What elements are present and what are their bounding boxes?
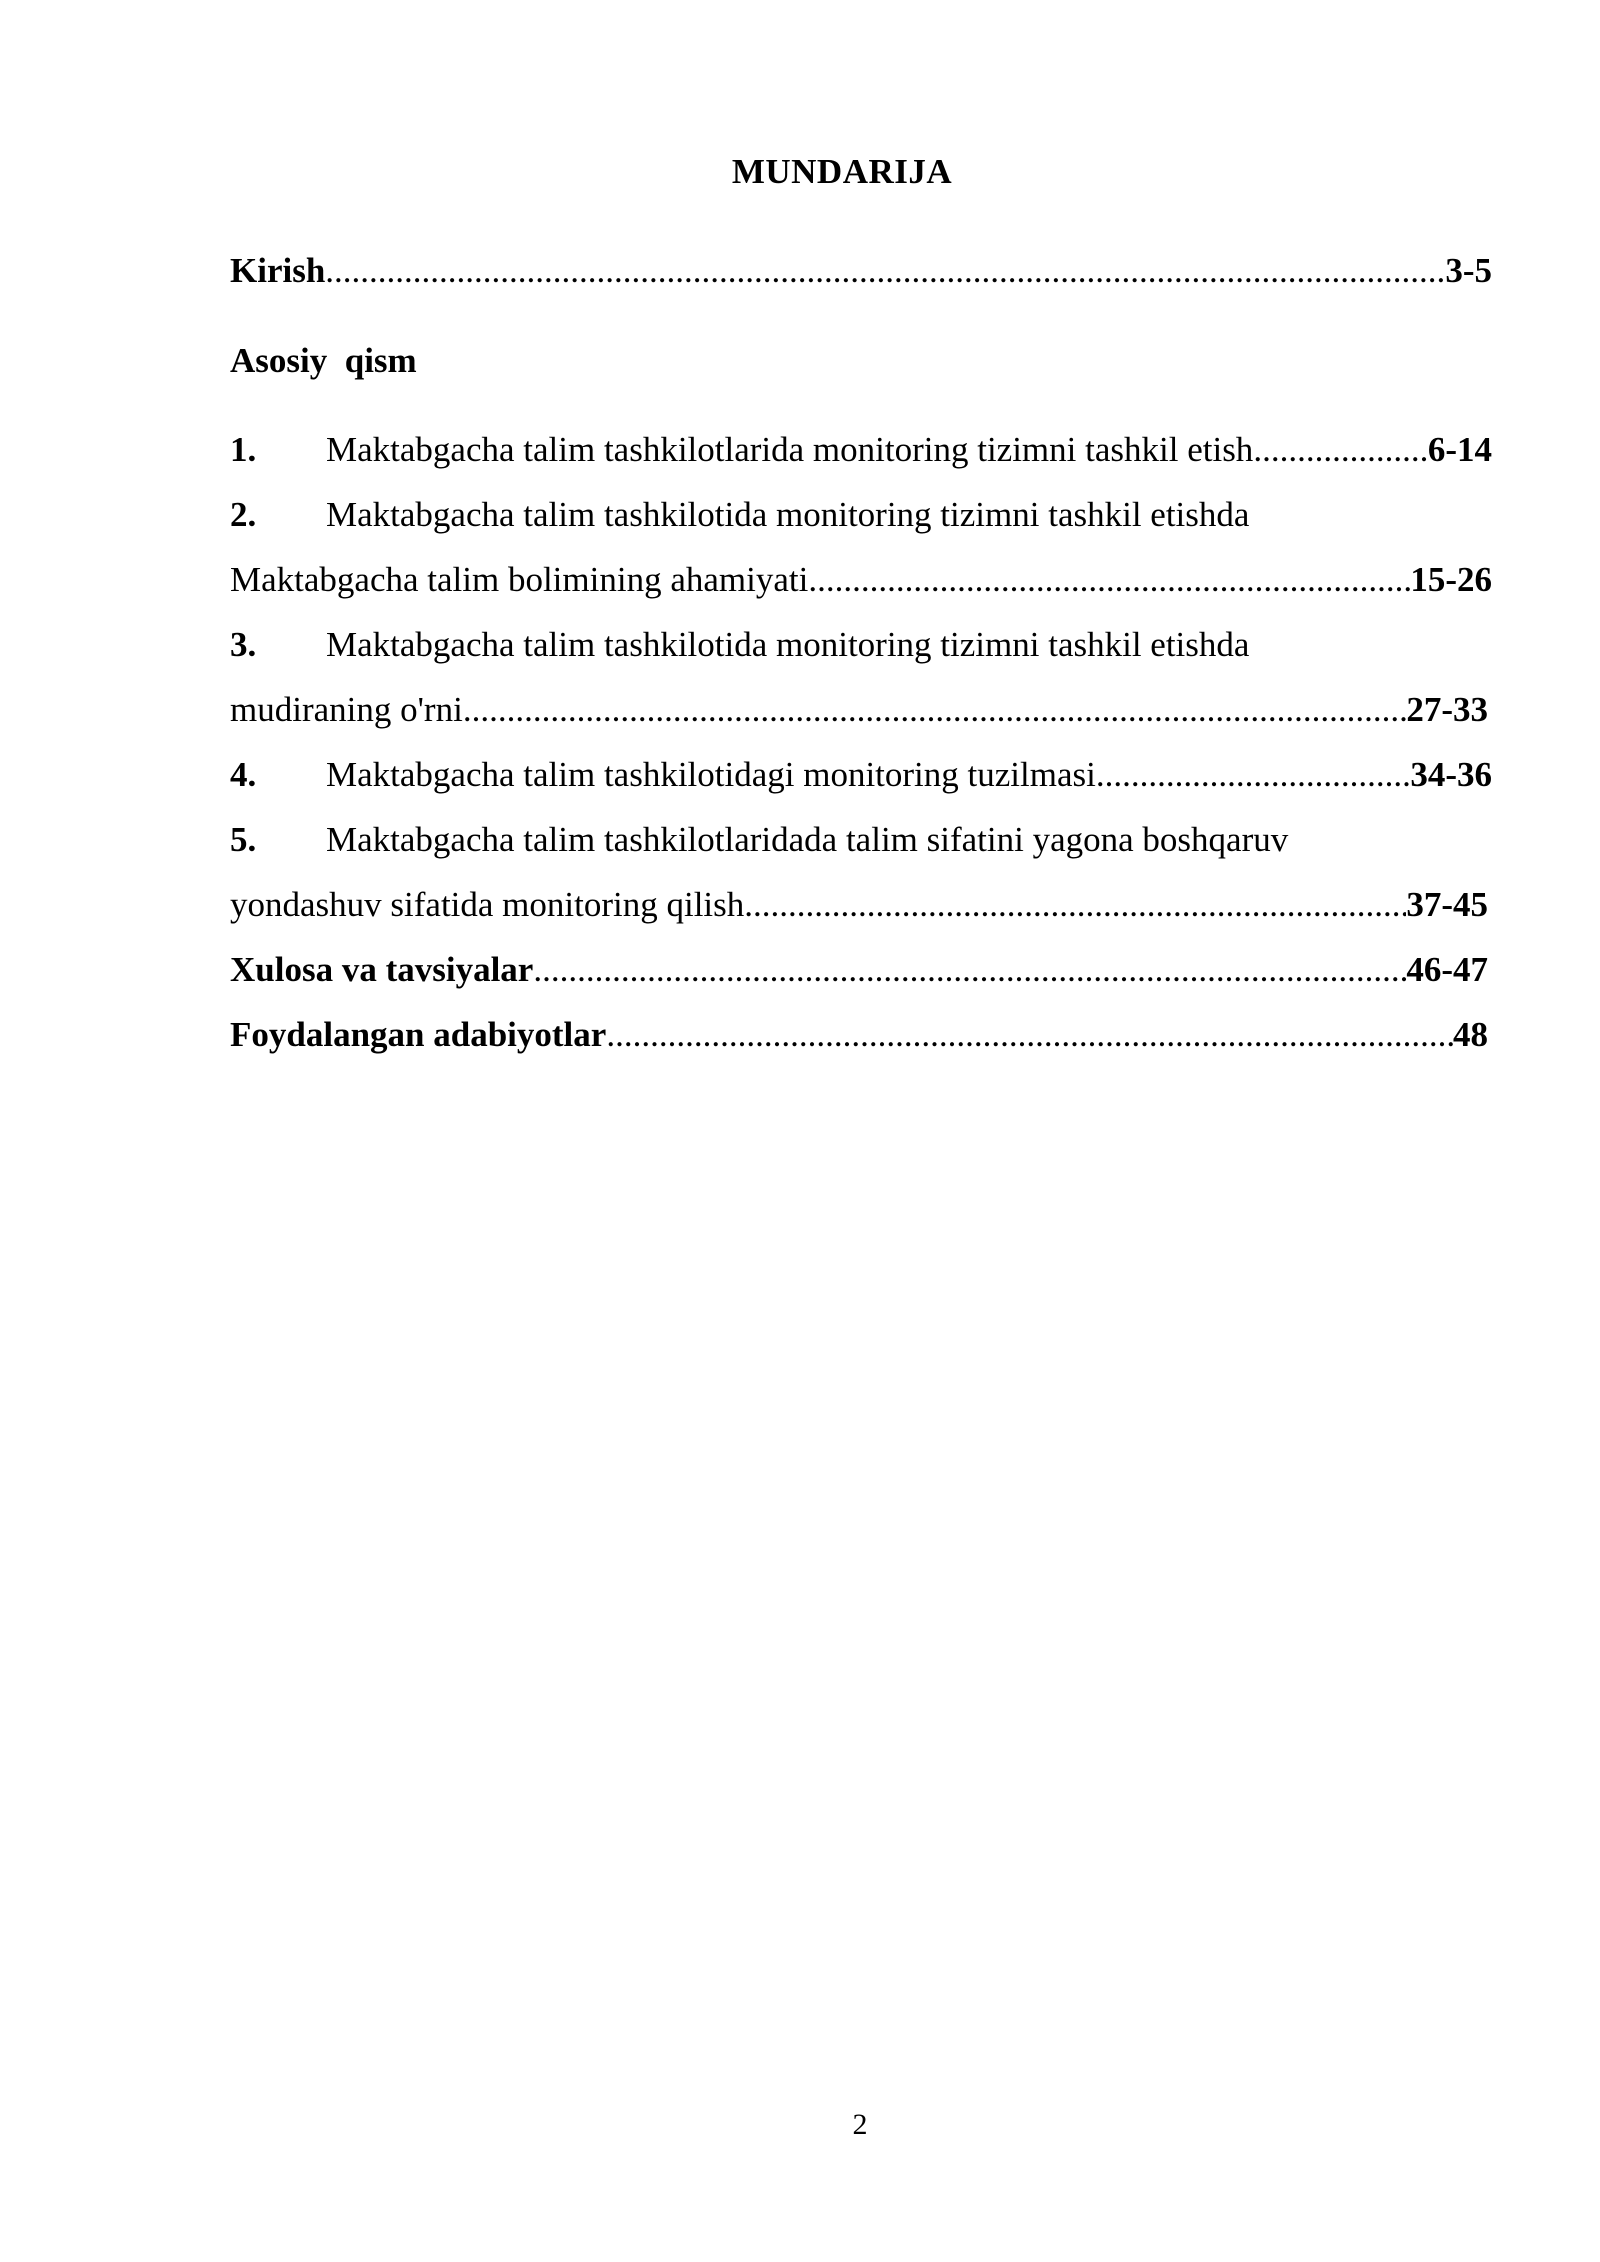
toc-entry-references-pages: 48 — [1453, 1015, 1488, 1054]
toc-entry-2-line2 — [230, 547, 1492, 612]
toc-entry-1 — [230, 417, 1492, 482]
toc-entry-1-text: Maktabgacha talim tashkilotlarida monitoring tizimni tashkil etish — [326, 430, 1254, 469]
toc-entry-2-line1 — [230, 482, 1492, 547]
toc-entry-references-text: Foydalangan adabiyotlar — [230, 1015, 607, 1054]
toc-entry-4-pages: 34-36 — [1410, 755, 1492, 794]
toc-leader-dots — [808, 547, 1410, 612]
toc-entry-intro-text: Kirish — [230, 251, 326, 290]
toc-leader-dots — [463, 677, 1407, 742]
toc-leader-dots — [744, 872, 1406, 937]
toc-entry-3-text-line1: Maktabgacha talim tashkilotida monitoring tizimni tashkil etishda — [326, 625, 1250, 664]
document-title: MUNDARIJA — [731, 152, 953, 191]
toc-entry-5-line1 — [230, 807, 1492, 872]
toc-entry-3-text-line2: mudiraning o'rni — [230, 690, 463, 729]
toc-entry-3-line2 — [230, 677, 1488, 742]
toc-entry-4-text: Maktabgacha talim tashkilotidagi monitoring tuzilmasi — [326, 755, 1096, 794]
toc-entry-intro-pages: 3-5 — [1445, 251, 1492, 290]
toc-entry-3-line1 — [230, 612, 1492, 677]
toc-main-part-heading: Asosiy qism — [230, 341, 417, 380]
toc-entry-intro — [230, 238, 1492, 303]
toc-leader-dots — [1253, 417, 1428, 482]
toc-entry-4-number: 4. — [230, 755, 257, 794]
toc-entry-5-number: 5. — [230, 820, 257, 859]
toc-entry-1-number: 1. — [230, 430, 257, 469]
toc-entry-conclusion — [230, 937, 1488, 1002]
toc-entry-5-text-line2: yondashuv sifatida monitoring qilish — [230, 885, 745, 924]
toc-leader-dots — [533, 937, 1406, 1002]
toc-entry-3-number: 3. — [230, 625, 257, 664]
toc-leader-dots — [325, 238, 1445, 303]
toc-entry-references — [230, 1002, 1488, 1067]
toc-entry-3-pages: 27-33 — [1406, 690, 1488, 729]
toc-entry-2-pages: 15-26 — [1410, 560, 1492, 599]
toc-leader-dots — [606, 1002, 1453, 1067]
toc-entry-5-pages: 37-45 — [1406, 885, 1488, 924]
toc-leader-dots — [1096, 742, 1410, 807]
toc-entry-4 — [230, 742, 1492, 807]
toc-entry-5-text-line1: Maktabgacha talim tashkilotlaridada talim sifatini yagona boshqaruv — [326, 820, 1289, 859]
toc-entry-2-number: 2. — [230, 495, 257, 534]
toc-entry-2-text-line2: Maktabgacha talim bolimining ahamiyati — [230, 560, 809, 599]
toc-entry-conclusion-pages: 46-47 — [1406, 950, 1488, 989]
toc-entry-1-pages: 6-14 — [1427, 430, 1492, 469]
toc-entry-conclusion-text: Xulosa va tavsiyalar — [230, 950, 534, 989]
toc-entry-2-text-line1: Maktabgacha talim tashkilotida monitoring tizimni tashkil etishda — [326, 495, 1250, 534]
toc-entry-5-line2 — [230, 872, 1488, 937]
page-number: 2 — [852, 2108, 868, 2141]
